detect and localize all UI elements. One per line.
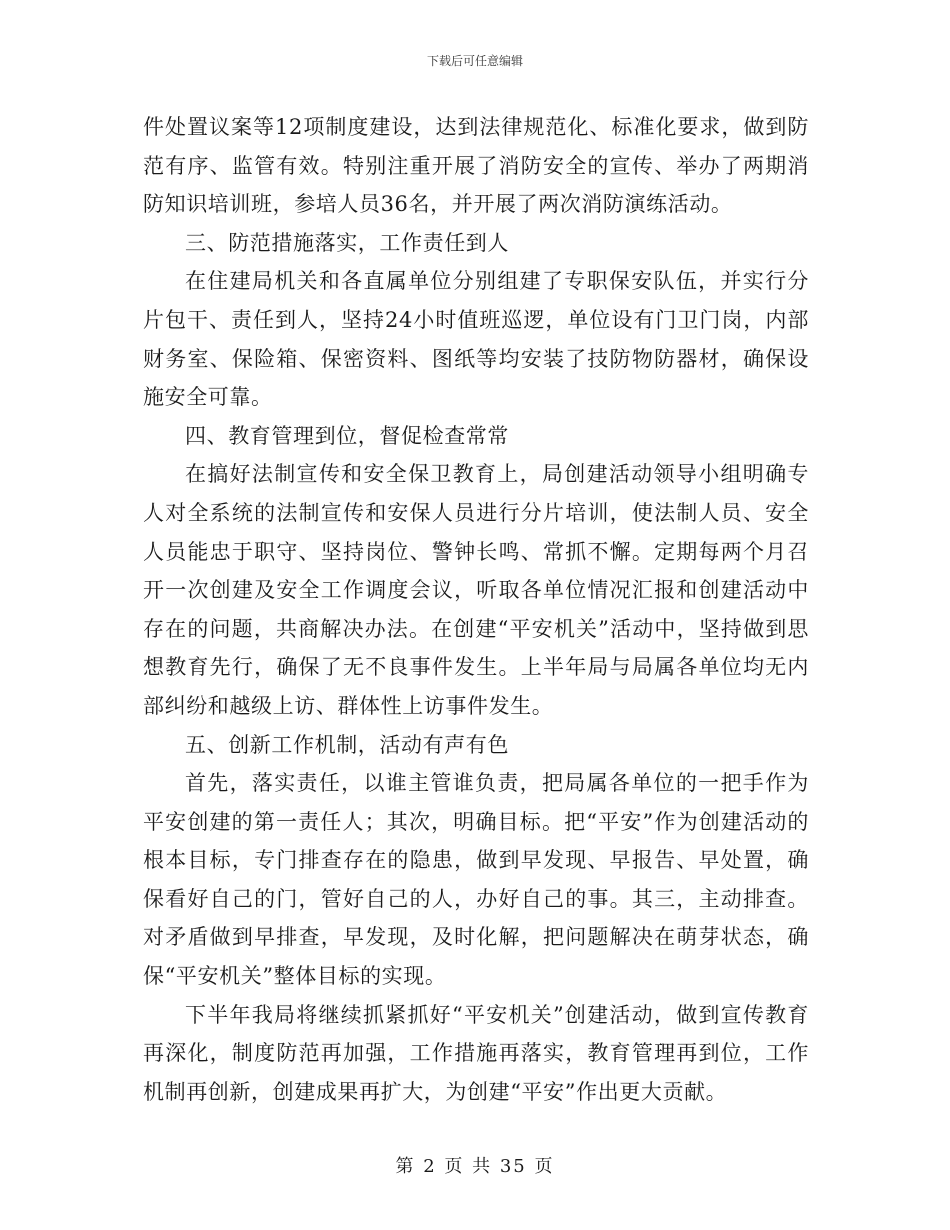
paragraph-3: 在搞好法制宣传和安全保卫教育上，局创建活动领导小组明确专人对全系统的法制宣传和安保人员进行分片培训，使法制人员、安全人员能忠于职守、坚持岗位、警钟长鸣、常抓不懈。定期每两个月召开一次创建及安全工作调度会议，听取各单位情况汇报和创建活动中存在的问题，共商解决办法。在创建“平安机关”活动中，坚持做到思想教育先行，确保了无不良事件发生。上半年局与局属各单位均无内部纠纷和越级上访、群体性上访事件发生。	[143, 462, 809, 718]
section-heading-3: 三、防范措施落实，工作责任到人	[185, 230, 509, 255]
paragraph-2: 在住建局机关和各直属单位分别组建了专职保安队伍，并实行分片包干、责任到人，坚持24小时值班巡逻，单位设有门卫门岗，内部财务室、保险箱、保密资料、图纸等均安装了技防物防器材，确保设施安全可靠。	[143, 269, 809, 410]
paragraph-4: 首先，落实责任，以谁主管谁负责，把局属各单位的一把手作为平安创建的第一责任人；其次，明确目标。把“平安”作为创建活动的根本目标，专门排查存在的隐患，做到早发现、早报告、早处置，确保看好自己的门，管好自己的人，办好自己的事。其三，主动排查。对矛盾做到早排查，早发现，及时化解，把问题解决在萌芽状态，确保“平安机关”整体目标的实现。	[143, 771, 809, 989]
paragraph-1: 件处置议案等12项制度建设，达到法律规范化、标准化要求，做到防范有序、监管有效。特别注重开展了消防安全的宣传、举办了两期消防知识培训班，参培人员36名，并开展了两次消防演练活动。	[143, 115, 809, 217]
paragraph-5: 下半年我局将继续抓紧抓好“平安机关”创建活动，做到宣传教育再深化，制度防范再加强，工作措施再落实，教育管理再到位，工作机制再创新，创建成果再扩大，为创建“平安”作出更大贡献。	[143, 1002, 809, 1104]
section-heading-4: 四、教育管理到位，督促检查常常	[185, 423, 509, 448]
page-header-note: 下载后可任意编辑	[426, 54, 523, 68]
page-number: 第 2 页 共 35 页	[395, 1156, 555, 1177]
document-body	[143, 108, 809, 1111]
section-heading-5: 五、创新工作机制，活动有声有色	[185, 732, 509, 757]
